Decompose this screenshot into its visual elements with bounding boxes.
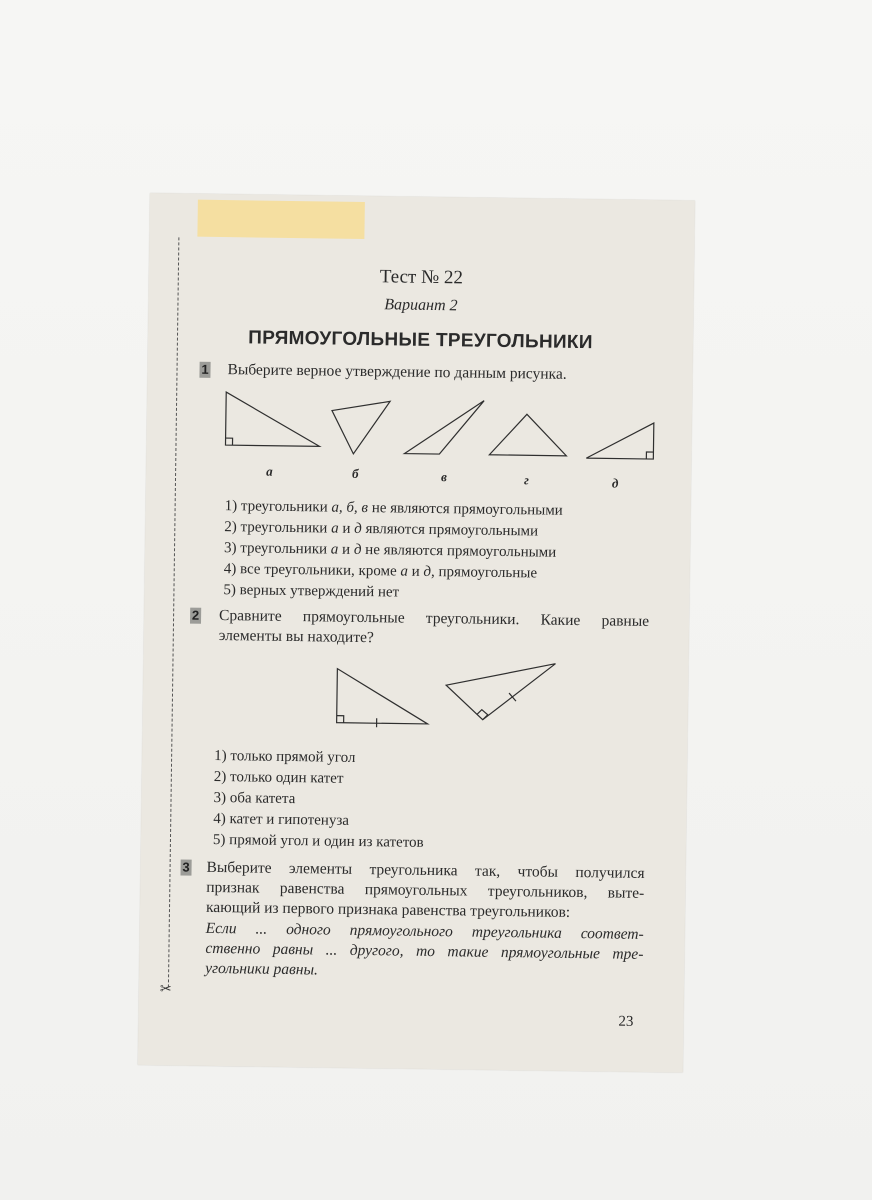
figure-label-b: б <box>352 465 359 481</box>
option-text: только прямой угол <box>230 748 356 766</box>
question-3-line3: кающий из первого признака равенства треугольников: <box>205 898 571 921</box>
option-number: 5) <box>212 831 226 849</box>
option-text: оба катета <box>229 790 296 808</box>
option-text-italic: а <box>330 541 339 558</box>
option-text: прямой угол и один из катетов <box>229 832 424 851</box>
option-text: треугольники <box>240 498 332 516</box>
triangle-v <box>401 397 487 460</box>
q2-option-3[interactable] <box>213 788 295 809</box>
question-3-number: 3 <box>182 859 190 875</box>
option-number: 1) <box>214 747 227 765</box>
option-number: 2) <box>213 768 227 786</box>
option-number: 3) <box>223 540 237 557</box>
option-text: все треугольники, кроме <box>239 561 401 580</box>
figure-label-v: в <box>440 469 447 485</box>
option-text: треугольники <box>240 540 331 558</box>
question-3-line1: Выберите элементы треугольника так, чтобы получился <box>206 858 645 882</box>
page-number: 23 <box>618 1013 634 1030</box>
figure-label-d: д <box>611 475 619 491</box>
q2-option-4[interactable] <box>213 809 349 831</box>
question-3-italic-line1: Если ... одного прямоугольного треугольника соответ- <box>205 919 644 943</box>
option-text: , прямоугольные <box>430 563 538 582</box>
option-text: верных утверждений нет <box>239 582 400 601</box>
worksheet-page <box>138 193 695 1073</box>
option-text: и <box>338 520 355 537</box>
right-triangle-1 <box>333 666 434 729</box>
option-text: и <box>338 541 354 558</box>
option-text: треугольники <box>240 519 332 537</box>
sticker <box>197 200 365 239</box>
question-2-text-line2: элементы вы находите? <box>218 627 374 647</box>
question-3-line2: признак равенства прямоугольных треугольников, выте- <box>206 878 645 902</box>
variant-label: Вариант 2 <box>384 296 458 315</box>
q2-option-2[interactable] <box>214 767 344 789</box>
q1-option-5[interactable] <box>223 580 399 602</box>
q2-option-5[interactable] <box>213 830 424 853</box>
cut-line <box>168 237 179 987</box>
triangle-a <box>222 390 323 451</box>
option-text: являются прямоугольными <box>361 520 539 540</box>
option-number: 1) <box>224 498 238 515</box>
topic-title: ПРЯМОУГОЛЬНЫЕ ТРЕУГОЛЬНИКИ <box>248 327 593 354</box>
question-1-number: 1 <box>201 361 209 377</box>
option-text: не являются прямоугольными <box>361 541 557 561</box>
question-3-italic-line2: ственно равны ... другого, то такие прямоугольные тре- <box>205 939 644 963</box>
figure-label-g: г <box>523 472 529 488</box>
right-triangle-2 <box>443 659 560 729</box>
scissors-icon: ✂ <box>159 981 172 998</box>
option-text: и <box>407 563 424 580</box>
question-3-italic-line3: угольники равны. <box>205 959 319 979</box>
figure-label-a: а <box>266 463 273 479</box>
option-text-italic: а, б, в <box>331 499 369 517</box>
option-text-italic: а <box>400 563 409 580</box>
option-text: не являются прямоугольными <box>367 500 563 519</box>
triangle-g <box>486 410 571 461</box>
option-number: 4) <box>213 810 226 828</box>
question-1-text: Выберите верное утверждение по данным рисунка. <box>227 361 567 383</box>
triangle-d <box>583 419 658 464</box>
option-text-italic: д <box>353 541 362 558</box>
option-text-italic: д <box>423 563 432 580</box>
option-number: 5) <box>223 582 237 599</box>
option-number: 3) <box>213 789 227 807</box>
option-text: катет и гипотенуза <box>229 811 350 829</box>
option-number: 2) <box>224 519 237 536</box>
q2-option-1[interactable] <box>214 746 356 768</box>
option-text-italic: д <box>354 520 362 537</box>
question-2-number: 2 <box>191 607 200 623</box>
option-text: только один катет <box>229 769 344 787</box>
option-text-italic: а <box>331 520 339 537</box>
triangle-b <box>328 398 393 459</box>
test-title: Тест № 22 <box>379 266 464 289</box>
question-2-text-line1: Сравните прямоугольные треугольники. Какие равные <box>218 607 650 631</box>
option-number: 4) <box>223 561 237 578</box>
